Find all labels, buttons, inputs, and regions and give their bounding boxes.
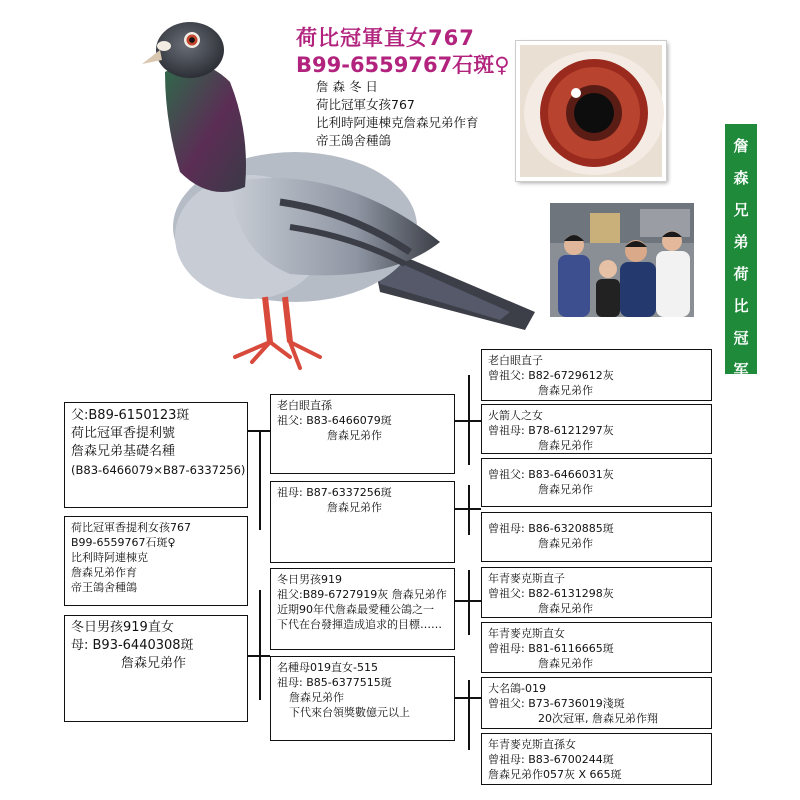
great-grandparent-line: 詹森兄弟作 [538, 657, 593, 670]
granddam-maternal-box [270, 656, 455, 741]
page-title: 荷比冠軍直女767 [296, 26, 475, 50]
great-grandparent-line: 詹森兄弟作 [538, 439, 593, 452]
connector-line [468, 570, 470, 635]
great-grandparent-box-7 [481, 677, 712, 729]
great-grandparent-line: 曾祖父: B83-6466031灰 [488, 468, 614, 481]
great-grandparent-box-4 [481, 512, 712, 562]
great-grandparent-line: 老白眼直子 [488, 354, 543, 367]
dam-line: 詹森兄弟作 [121, 656, 187, 671]
great-grandparent-line: 曾祖母: B78-6121297灰 [488, 424, 614, 437]
great-grandparent-box-1 [481, 349, 712, 401]
grandparent-line: 祖母: B85-6377515斑 [277, 676, 392, 689]
sidebar-char: 兄 [733, 201, 749, 219]
sidebar-char: 弟 [733, 233, 749, 251]
info-line-2: 荷比冠軍女孩767 [316, 97, 415, 112]
great-grandparent-line: 年青麥克斯直女 [488, 627, 565, 640]
grandparent-line: 祖母: B87-6337256斑 [277, 486, 392, 499]
info-line-1: 詹 森 冬 日 [316, 79, 378, 94]
great-grandparent-line: 曾祖母: B83-6700244斑 [488, 753, 614, 766]
grandparent-line: 祖父: B83-6466079斑 [277, 414, 392, 427]
great-grandparent-box-2 [481, 404, 712, 454]
granddam-paternal-box [270, 481, 455, 563]
subject-line: B99-6559767石斑♀ [71, 536, 176, 549]
sidebar-char: 比 [733, 297, 749, 315]
grandparent-line: 詹森兄弟作 [289, 691, 344, 704]
sidebar-char: 森 [733, 169, 749, 187]
dam-line: 母: B93-6440308斑 [71, 638, 194, 653]
connector-line [468, 375, 470, 465]
subject-line: 帝王鴿舍種鴿 [71, 581, 137, 594]
great-grandparent-line: 詹森兄弟作 [538, 483, 593, 496]
great-grandparent-box-3 [481, 458, 712, 507]
subject-box [64, 516, 248, 606]
subject-line: 比利時阿連棟克 [71, 551, 148, 564]
connector-line [468, 485, 470, 535]
sidebar-banner [725, 124, 757, 379]
grandsire-paternal-box [270, 394, 455, 474]
sidebar-char: 冠 [733, 329, 749, 347]
sire-box [64, 402, 248, 508]
great-grandparent-line: 詹森兄弟作057灰 X 665斑 [488, 768, 622, 781]
sire-line: 父:B89-6150123斑 [71, 408, 190, 423]
great-grandparent-line: 年青麥克斯直孫女 [488, 738, 576, 751]
great-grandparent-line: 大名鴿-019 [488, 682, 546, 695]
great-grandparent-line: 詹森兄弟作 [538, 537, 593, 550]
info-line-4: 帝王鴿舍種鴿 [316, 133, 392, 148]
grandparent-line: 下代來台領獎數億元以上 [289, 706, 410, 719]
family-photo [550, 203, 694, 317]
great-grandparent-line: 火箭人之女 [488, 409, 543, 422]
sidebar-char: 詹 [733, 137, 749, 155]
connector-line [468, 680, 470, 750]
sire-line: (B83-6466079×B87-6337256) [71, 463, 246, 477]
great-grandparent-line: 曾祖父: B82-6729612灰 [488, 369, 614, 382]
dam-line: 冬日男孩919直女 [71, 620, 174, 635]
connector-line [259, 590, 261, 700]
sidebar-char: 军 [733, 361, 749, 379]
grandparent-line: 下代在台發揮造成追求的目標…… [277, 618, 442, 631]
great-grandparent-box-6 [481, 622, 712, 673]
ring-number-title: B99-6559767石斑♀ [296, 53, 510, 77]
grandparent-line: 詹森兄弟作 [327, 501, 382, 514]
great-grandparent-line: 曾祖母: B81-6116665斑 [488, 642, 614, 655]
great-grandparent-line: 年青麥克斯直子 [488, 572, 565, 585]
great-grandparent-box-5 [481, 567, 712, 618]
eye-photo [516, 41, 666, 181]
sire-line: 詹森兄弟基礎名種 [71, 444, 176, 459]
grandparent-line: 祖父:B89-6727919灰 詹森兄弟作 [277, 588, 447, 601]
subject-line: 詹森兄弟作育 [71, 566, 137, 579]
great-grandparent-line: 曾祖父: B82-6131298灰 [488, 587, 614, 600]
great-grandparent-line: 曾祖父: B73-6736019淺斑 [488, 697, 625, 710]
great-grandparent-box-8 [481, 733, 712, 785]
great-grandparent-line: 詹森兄弟作 [538, 602, 593, 615]
grandsire-maternal-box [270, 568, 455, 650]
sire-line: 荷比冠軍香提利號 [71, 426, 176, 441]
grandparent-line: 近期90年代詹森最愛種公鴿之一 [277, 603, 434, 616]
dam-box [64, 615, 248, 722]
grandparent-line: 名種母019直女-515 [277, 661, 378, 674]
great-grandparent-line: 20次冠軍, 詹森兄弟作翔 [538, 712, 658, 725]
great-grandparent-line: 詹森兄弟作 [538, 384, 593, 397]
subject-line: 荷比冠軍香提利女孩767 [71, 521, 191, 534]
grandparent-line: 老白眼直孫 [277, 399, 332, 412]
info-line-3: 比利時阿連棟克詹森兄弟作育 [316, 115, 479, 130]
grandparent-line: 詹森兄弟作 [327, 429, 382, 442]
grandparent-line: 冬日男孩919 [277, 573, 342, 586]
sidebar-char: 荷 [733, 265, 749, 283]
connector-line [259, 430, 261, 530]
great-grandparent-line: 曾祖母: B86-6320885斑 [488, 522, 614, 535]
